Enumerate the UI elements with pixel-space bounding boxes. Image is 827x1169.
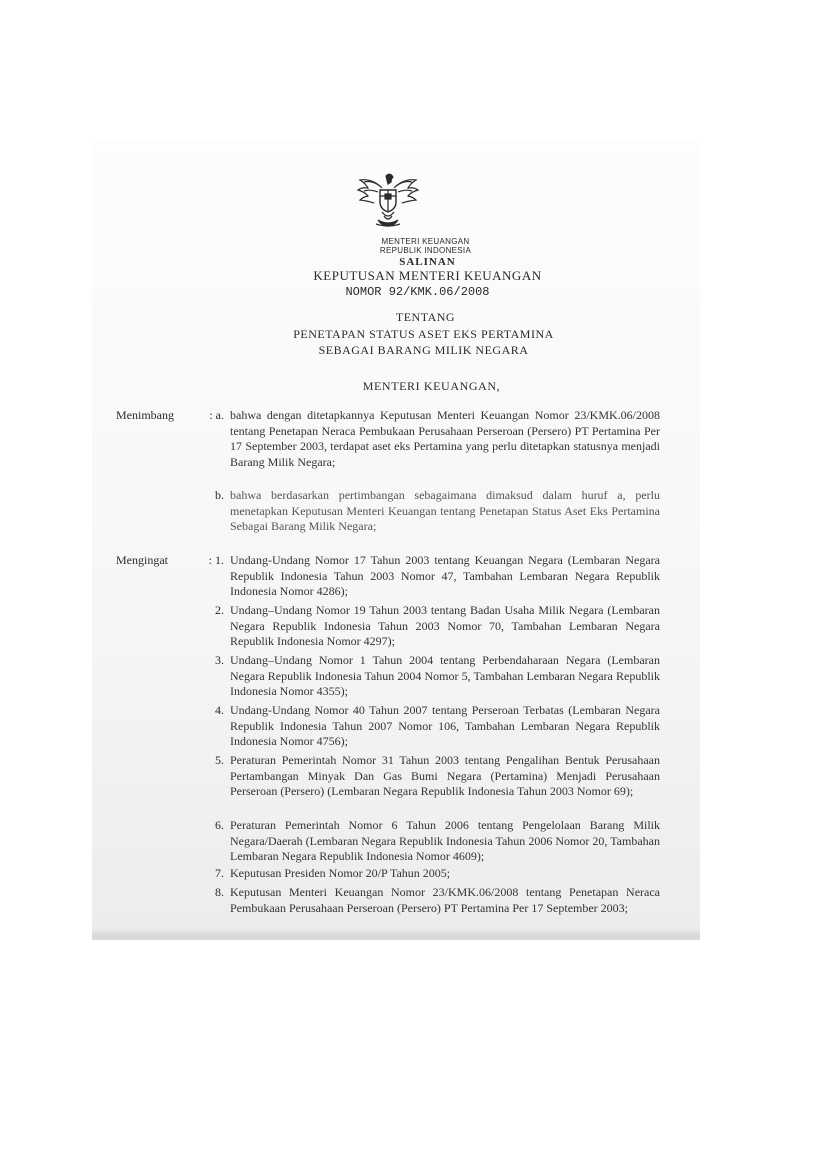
scan-edge-shadow [92, 928, 700, 940]
salinan-label: SALINAN [399, 256, 456, 268]
institution-line-2: REPUBLIK INDONESIA [379, 246, 472, 255]
mengingat-marker-7: 7. [215, 866, 224, 880]
subject-line-2: SEBAGAI BARANG MILIK NEGARA [318, 343, 529, 357]
mengingat-item-5: Peraturan Pemerintah Nomor 31 Tahun 2003 tentang Pengalihan Bentuk Perusahaan Pertambangan Minyak Dan Gas Bumi Negara (Pertamina) Menjadi Perusahaan Perseroan (Persero) (Lembaran Negara Republik Indonesia Tahun 2003 Nomor 69); [230, 753, 660, 799]
menimbang-label: Menimbang [116, 408, 174, 422]
mengingat-item-4: Undang-Undang Nomor 40 Tahun 2007 tentang Perseroan Terbatas (Lembaran Negara Republik Indonesia Tahun 2007 Nomor 106, Tambahan Lembaran Negara Republik Indonesia Nomor 4756); [230, 703, 660, 749]
subject-line-1: PENETAPAN STATUS ASET EKS PERTAMINA [293, 327, 554, 341]
mengingat-item-3: Undang–Undang Nomor 1 Tahun 2004 tentang Perbendaharaan Negara (Lembaran Negara Republik Indonesia Tahun 2004 Nomor 5, Tambahan Lembaran Negara Republik Indonesia Nomor 4355); [230, 653, 660, 699]
mengingat-marker-2: 2. [215, 603, 224, 617]
menimbang-item-b: bahwa berdasarkan pertimbangan sebagaimana dimaksud dalam huruf a, perlu menetapkan Keputusan Menteri Keuangan tentang Penetapan Status Aset Eks Pertamina Sebagai Barang Milik Negara; [230, 488, 660, 534]
garuda-emblem-icon [352, 170, 424, 234]
tentang-label: TENTANG [395, 310, 456, 324]
mengingat-marker-5: 5. [215, 753, 224, 767]
menimbang-item-a: bahwa dengan ditetapkannya Keputusan Menteri Keuangan Nomor 23/KMK.06/2008 tentang Penetapan Neraca Pembukaan Perusahaan Perseroan (Persero) PT Pertamina Per 17 September 2003, terdapat aset eks Pertamina yang perlu ditetapkan statusnya menjadi Barang Milik Negara; [230, 408, 660, 469]
mengingat-marker-4: 4. [215, 703, 224, 717]
mengingat-item-8: Keputusan Menteri Keuangan Nomor 23/KMK.06/2008 tentang Penetapan Neraca Pembukaan Perusahaan Perseroan (Persero) PT Pertamina Per 17 September 2003; [230, 885, 660, 915]
mengingat-item-2: Undang–Undang Nomor 19 Tahun 2003 tentang Badan Usaha Milik Negara (Lembaran Negara Republik Indonesia Tahun 2003 Nomor 70, Tambahan Lembaran Negara Republik Indonesia Nomor 4297); [230, 603, 660, 649]
mengingat-label: Mengingat [116, 553, 168, 567]
mengingat-item-6: Peraturan Pemerintah Nomor 6 Tahun 2006 tentang Pengelolaan Barang Milik Negara/Daerah (Lembaran Negara Republik Indonesia Tahun 2006 Nomor 20, Tambahan Lembaran Negara Republik Indonesia Nomor 4609); [230, 818, 660, 864]
mengingat-marker-3: 3. [215, 653, 224, 667]
decree-number: NOMOR 92/KMK.06/2008 [345, 285, 490, 299]
decree-title: KEPUTUSAN MENTERI KEUANGAN [313, 268, 542, 283]
mengingat-marker-6: 6. [215, 818, 224, 832]
issuer-line: MENTERI KEUANGAN, [362, 379, 501, 393]
mengingat-marker-8: 8. [215, 885, 224, 899]
menimbang-marker-b: b. [215, 488, 224, 502]
mengingat-item-7: Keputusan Presiden Nomor 20/P Tahun 2005; [230, 866, 451, 880]
institution-line-1: MENTERI KEUANGAN [381, 237, 470, 246]
mengingat-marker-1: : 1. [208, 553, 224, 567]
menimbang-marker-a: : a. [209, 408, 224, 422]
mengingat-item-1: Undang-Undang Nomor 17 Tahun 2003 tentang Keuangan Negara (Lembaran Negara Republik Indonesia Tahun 2003 Nomor 47, Tambahan Lembaran Negara Republik Indonesia Nomor 4286); [230, 553, 660, 599]
